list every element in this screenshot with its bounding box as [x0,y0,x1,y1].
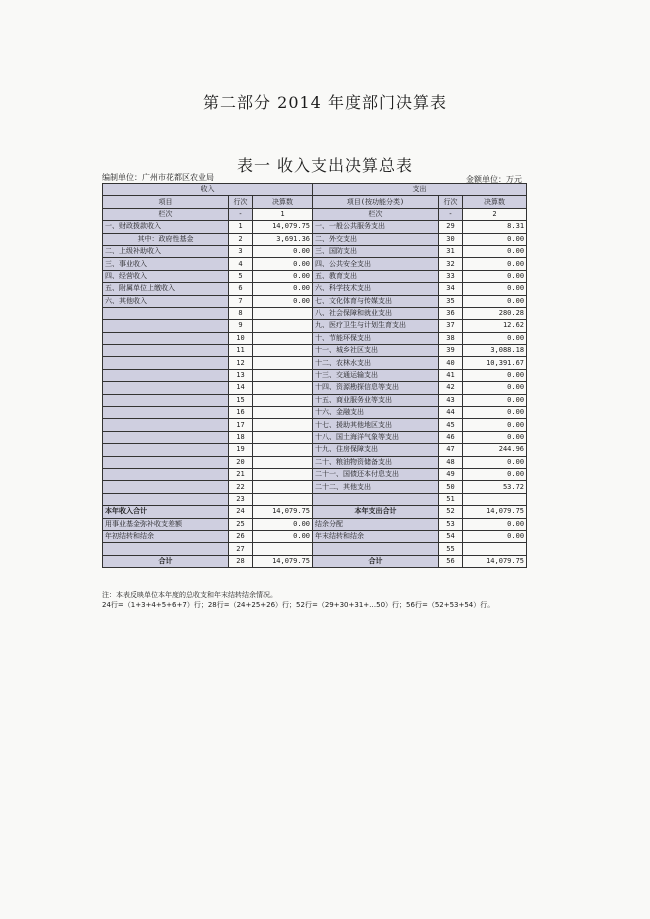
income-row-no: 11 [229,345,253,357]
income-expense-table [102,183,527,568]
expense-item: 本年支出合计 [313,506,439,518]
expense-item: 十一、城乡社区支出 [313,345,439,357]
income-amount [253,407,313,419]
income-row-no: 22 [229,481,253,493]
expense-row-no: 36 [439,307,463,319]
income-item [103,543,229,555]
income-item: 本年收入合计 [103,506,229,518]
expense-row-no: 51 [439,493,463,505]
table-row [103,543,527,555]
income-item [103,394,229,406]
income-row-no: 18 [229,431,253,443]
income-amount: 14,079.75 [253,555,313,567]
income-item [103,407,229,419]
income-row-no: 17 [229,419,253,431]
income-amount: 0.00 [253,530,313,542]
expense-amount: 0.00 [463,245,527,257]
table-row [103,431,527,443]
expense-amount: 14,079.75 [463,555,527,567]
income-row-no: 27 [229,543,253,555]
expense-item: 九、医疗卫生与计划生育支出 [313,320,439,332]
income-item [103,481,229,493]
income-item: 其中：政府性基金 [103,233,229,245]
income-row-no: 20 [229,456,253,468]
income-row-no: 24 [229,506,253,518]
income-item [103,332,229,344]
col-label: 栏次 [103,208,229,220]
expense-item: 七、文化体育与传媒支出 [313,295,439,307]
expense-amount: 0.00 [463,270,527,282]
income-amount [253,543,313,555]
expense-item: 四、公共安全支出 [313,258,439,270]
expense-row-no: 46 [439,431,463,443]
income-item: 用事业基金弥补收支差额 [103,518,229,530]
amount-header: 决算数 [253,196,313,208]
table-row [103,233,527,245]
row-no-header: 行次 [439,196,463,208]
income-item [103,431,229,443]
expense-item: 十、节能环保支出 [313,332,439,344]
expense-item: 十九、住房保障支出 [313,444,439,456]
expense-row-no: 49 [439,468,463,480]
expense-row-no: 43 [439,394,463,406]
income-item: 一、财政拨款收入 [103,221,229,233]
income-amount: 14,079.75 [253,506,313,518]
income-row-no: 25 [229,518,253,530]
income-item [103,320,229,332]
expense-item: 十六、金融支出 [313,407,439,419]
income-row-no: 13 [229,369,253,381]
col-number: 2 [463,208,527,220]
table-row [103,320,527,332]
expense-amount: 0.00 [463,431,527,443]
expense-item: 一、一般公共服务支出 [313,221,439,233]
expense-item: 十八、国土海洋气象等支出 [313,431,439,443]
expense-item: 二十一、国债还本付息支出 [313,468,439,480]
income-amount [253,493,313,505]
expense-item: 年末结转和结余 [313,530,439,542]
income-row-no: 2 [229,233,253,245]
expense-amount: 0.00 [463,419,527,431]
expense-amount: 0.00 [463,382,527,394]
expense-amount: 0.00 [463,295,527,307]
income-row-no: 10 [229,332,253,344]
expense-amount: 12.62 [463,320,527,332]
income-header: 收入 [103,184,313,196]
income-amount [253,332,313,344]
expense-item: 八、社会保障和就业支出 [313,307,439,319]
expense-amount: 0.00 [463,233,527,245]
expense-row-no: 38 [439,332,463,344]
income-amount: 14,079.75 [253,221,313,233]
income-amount: 0.00 [253,258,313,270]
income-row-no: 8 [229,307,253,319]
table-row [103,394,527,406]
table-row [103,357,527,369]
col-dash: - [439,208,463,220]
expense-amount: 0.00 [463,283,527,295]
expense-amount: 0.00 [463,407,527,419]
expense-item: 五、教育支出 [313,270,439,282]
income-row-no: 15 [229,394,253,406]
income-row-no: 28 [229,555,253,567]
expense-amount: 10,391.67 [463,357,527,369]
col-label: 栏次 [313,208,439,220]
income-amount: 3,691.36 [253,233,313,245]
table-row [103,407,527,419]
expense-row-no: 54 [439,530,463,542]
income-amount [253,369,313,381]
table-row [103,506,527,518]
income-amount [253,431,313,443]
expense-amount: 0.00 [463,456,527,468]
table-row [103,295,527,307]
income-row-no: 23 [229,493,253,505]
expense-amount: 3,088.18 [463,345,527,357]
income-row-no: 26 [229,530,253,542]
table-notes [102,590,582,610]
income-item [103,345,229,357]
expense-amount [463,493,527,505]
expense-amount [463,543,527,555]
income-amount [253,357,313,369]
expense-row-no: 56 [439,555,463,567]
table-row [103,456,527,468]
income-item: 六、其他收入 [103,295,229,307]
table-row [103,245,527,257]
income-item [103,444,229,456]
expense-item: 十三、交通运输支出 [313,369,439,381]
expense-row-no: 41 [439,369,463,381]
income-item [103,419,229,431]
expense-amount: 0.00 [463,258,527,270]
table-row [103,345,527,357]
col-number: 1 [253,208,313,220]
expense-item: 三、国防支出 [313,245,439,257]
income-row-no: 1 [229,221,253,233]
income-amount [253,307,313,319]
income-row-no: 19 [229,444,253,456]
income-item [103,369,229,381]
expense-row-no: 37 [439,320,463,332]
expense-amount: 53.72 [463,481,527,493]
income-amount [253,345,313,357]
note-line: 注：本表反映单位本年度的总收支和年末结转结余情况。 [102,591,277,599]
expense-item: 六、科学技术支出 [313,283,439,295]
part-title: 第二部分 2014 年度部门决算表 [203,93,447,112]
income-row-no: 9 [229,320,253,332]
expense-row-no: 50 [439,481,463,493]
income-item [103,307,229,319]
income-item: 四、经营收入 [103,270,229,282]
income-amount [253,456,313,468]
expense-item: 合计 [313,555,439,567]
table-row [103,468,527,480]
expense-row-no: 35 [439,295,463,307]
table-row [103,307,527,319]
income-amount [253,320,313,332]
income-item: 五、附属单位上缴收入 [103,283,229,295]
table-row [103,481,527,493]
expense-row-no: 44 [439,407,463,419]
expense-amount: 280.28 [463,307,527,319]
expense-item: 二十、粮油物资储备支出 [313,456,439,468]
expense-row-no: 55 [439,543,463,555]
income-item [103,493,229,505]
expense-amount: 0.00 [463,332,527,344]
expense-amount: 0.00 [463,468,527,480]
expense-item-header: 项目(按功能分类) [313,196,439,208]
note-line: 24行=（1+3+4+5+6+7）行；28行=（24+25+26）行；52行=（29+30+31+…50）行；56行=（52+53+54）行。 [102,601,495,609]
row-no-header: 行次 [229,196,253,208]
income-amount [253,444,313,456]
income-item: 三、事业收入 [103,258,229,270]
table-row [103,270,527,282]
table-row [103,444,527,456]
expense-row-no: 30 [439,233,463,245]
expense-row-no: 45 [439,419,463,431]
expense-row-no: 47 [439,444,463,456]
income-amount: 0.00 [253,518,313,530]
table-row [103,493,527,505]
expense-row-no: 33 [439,270,463,282]
income-row-no: 4 [229,258,253,270]
expense-row-no: 53 [439,518,463,530]
expense-amount: 244.96 [463,444,527,456]
expense-amount: 8.31 [463,221,527,233]
col-dash: - [229,208,253,220]
income-item: 合计 [103,555,229,567]
income-amount [253,382,313,394]
compiling-unit: 编制单位：广州市花都区农业局 [102,173,214,182]
expense-item [313,543,439,555]
income-amount [253,481,313,493]
expense-amount: 0.00 [463,394,527,406]
expense-row-no: 48 [439,456,463,468]
item-header: 项目 [103,196,229,208]
income-row-no: 14 [229,382,253,394]
income-amount [253,468,313,480]
table-row [103,369,527,381]
expense-row-no: 40 [439,357,463,369]
income-row-no: 16 [229,407,253,419]
income-amount [253,419,313,431]
income-item [103,456,229,468]
table-row [103,518,527,530]
income-amount [253,394,313,406]
table-row [103,332,527,344]
expense-amount: 0.00 [463,369,527,381]
income-row-no: 21 [229,468,253,480]
table-row [103,382,527,394]
expense-amount: 0.00 [463,518,527,530]
income-item [103,382,229,394]
income-row-no: 3 [229,245,253,257]
income-row-no: 12 [229,357,253,369]
income-item [103,357,229,369]
amount-unit: 金额单位：万元 [466,175,522,184]
expense-item: 十二、农林水支出 [313,357,439,369]
expense-row-no: 34 [439,283,463,295]
table-row [103,283,527,295]
table-row [103,221,527,233]
expense-item: 十七、援助其他地区支出 [313,419,439,431]
income-amount: 0.00 [253,270,313,282]
expense-item: 结余分配 [313,518,439,530]
income-row-no: 6 [229,283,253,295]
income-row-no: 5 [229,270,253,282]
income-amount: 0.00 [253,295,313,307]
expense-amount: 0.00 [463,530,527,542]
income-row-no: 7 [229,295,253,307]
income-item: 二、上级补助收入 [103,245,229,257]
expense-item: 二十二、其他支出 [313,481,439,493]
income-item: 年初结转和结余 [103,530,229,542]
expense-row-no: 52 [439,506,463,518]
expense-row-no: 29 [439,221,463,233]
table-title: 表一 收入支出决算总表 [236,156,414,175]
expense-row-no: 32 [439,258,463,270]
table-row [103,555,527,567]
amount-header: 决算数 [463,196,527,208]
expense-item [313,493,439,505]
income-item [103,468,229,480]
expense-amount: 14,079.75 [463,506,527,518]
income-amount: 0.00 [253,245,313,257]
expense-row-no: 42 [439,382,463,394]
table-row [103,258,527,270]
expense-item: 十四、资源勘探信息等支出 [313,382,439,394]
expense-header: 支出 [313,184,527,196]
expense-item: 二、外交支出 [313,233,439,245]
table-row [103,530,527,542]
income-amount: 0.00 [253,283,313,295]
expense-item: 十五、商业服务业等支出 [313,394,439,406]
table-row [103,419,527,431]
expense-row-no: 31 [439,245,463,257]
expense-row-no: 39 [439,345,463,357]
